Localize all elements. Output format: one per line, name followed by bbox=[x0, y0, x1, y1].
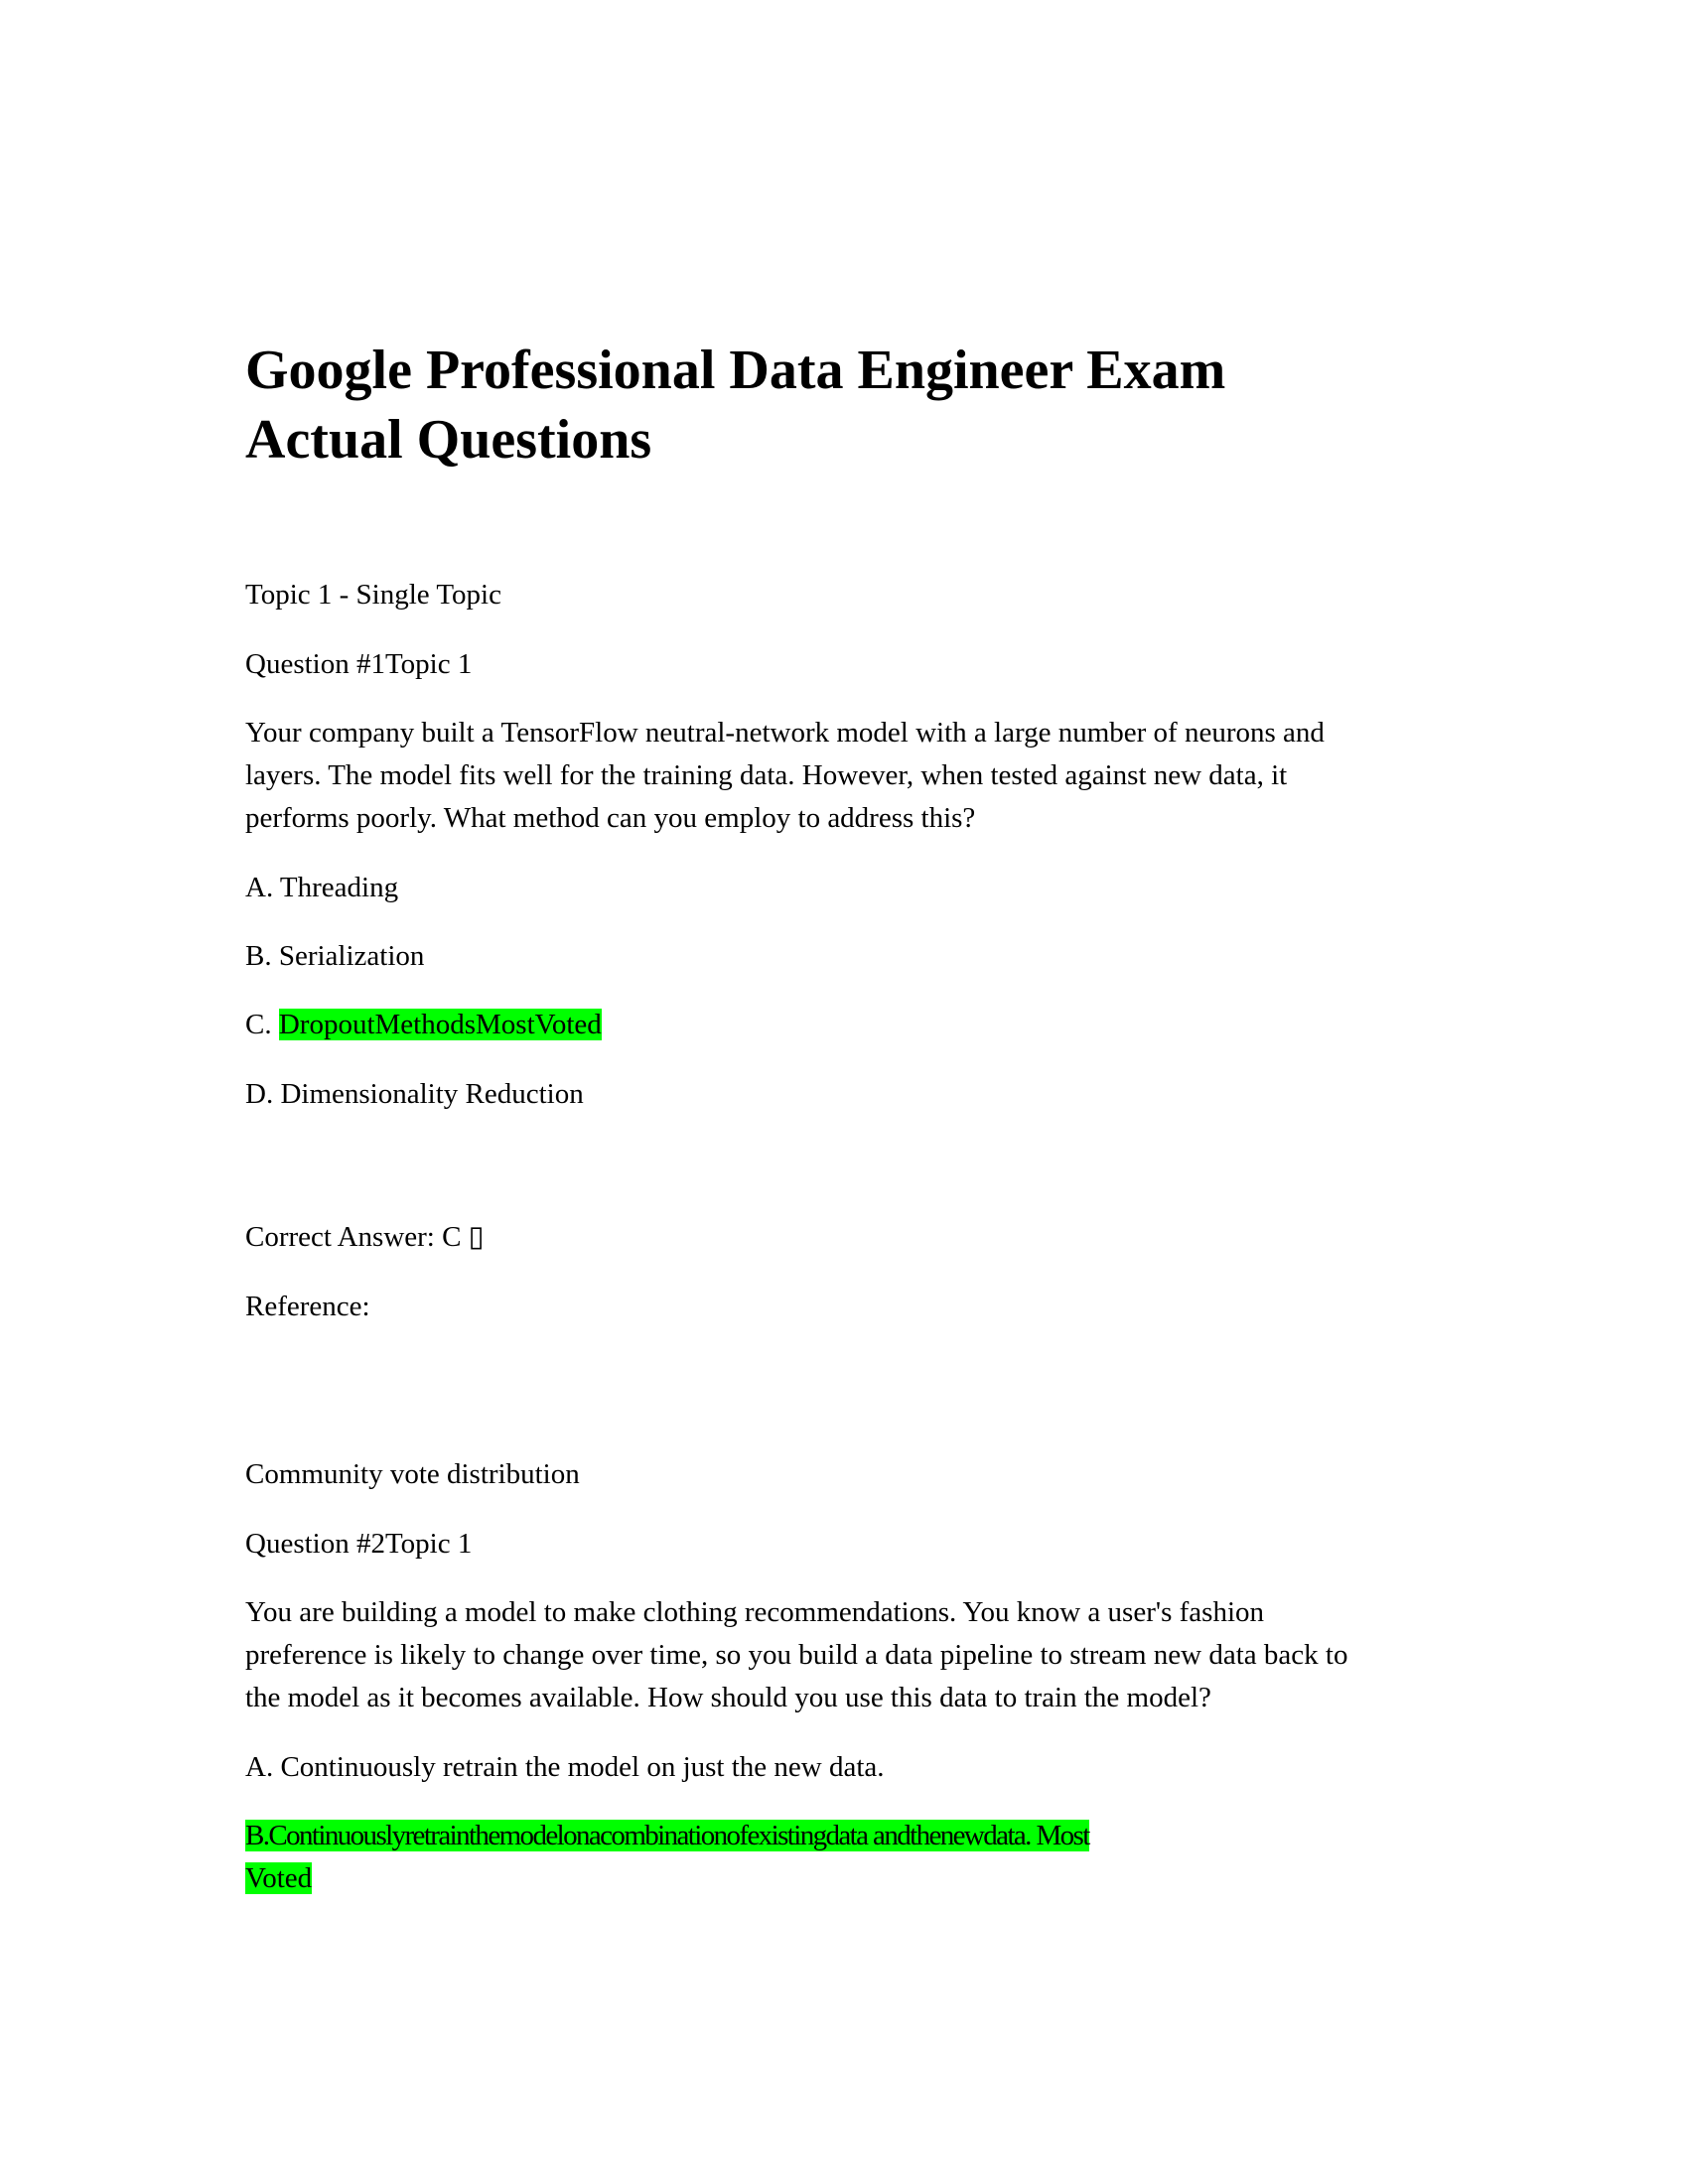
reference-label: Reference: bbox=[245, 1291, 370, 1322]
text-line: preference is likely to change over time, so you build a data pipeline to stream new data back to bbox=[245, 1639, 1348, 1671]
title-line-1: Google Professional Data Engineer Exam bbox=[245, 340, 1226, 401]
most-voted-highlight: Voted bbox=[245, 1862, 313, 1894]
q2-option-b bbox=[245, 1816, 1089, 1855]
q2-option-a: A. Continuously retrain the model on just the new data. bbox=[245, 1751, 885, 1783]
question-1-header: Question #1Topic 1 bbox=[245, 648, 473, 680]
question-2-header: Question #2Topic 1 bbox=[245, 1528, 473, 1560]
topic-heading: Topic 1 - Single Topic bbox=[245, 579, 501, 611]
text-line: layers. The model fits well for the training data. However, when tested against new data, it bbox=[245, 759, 1288, 791]
question-1-text bbox=[245, 712, 1437, 840]
title-line-2: Actual Questions bbox=[245, 409, 652, 471]
text-line: performs poorly. What method can you employ to address this? bbox=[245, 802, 976, 834]
option-prefix: C. bbox=[245, 1009, 279, 1040]
q1-option-a: A. Threading bbox=[245, 872, 399, 903]
community-vote-label: Community vote distribution bbox=[245, 1458, 580, 1490]
text-line: Your company built a TensorFlow neutral-network model with a large number of neurons and bbox=[245, 717, 1325, 749]
q1-option-b: B. Serialization bbox=[245, 940, 425, 972]
correct-answer: Correct Answer: C ▯ bbox=[245, 1221, 485, 1253]
q1-option-c bbox=[245, 1004, 602, 1046]
q2-option-b-cont bbox=[245, 1858, 312, 1898]
text-line: the model as it becomes available. How should you use this data to train the model? bbox=[245, 1682, 1211, 1713]
document-title bbox=[245, 336, 1225, 475]
most-voted-highlight: B.Continuouslyretrainthemodelonacombinationofexistingdata andthenewdata. Most bbox=[245, 1820, 1089, 1851]
most-voted-highlight: DropoutMethodsMostVoted bbox=[278, 1009, 602, 1040]
text-line: You are building a model to make clothing recommendations. You know a user's fashion bbox=[245, 1596, 1265, 1628]
q1-option-d: D. Dimensionality Reduction bbox=[245, 1078, 584, 1110]
question-2-text bbox=[245, 1591, 1437, 1719]
